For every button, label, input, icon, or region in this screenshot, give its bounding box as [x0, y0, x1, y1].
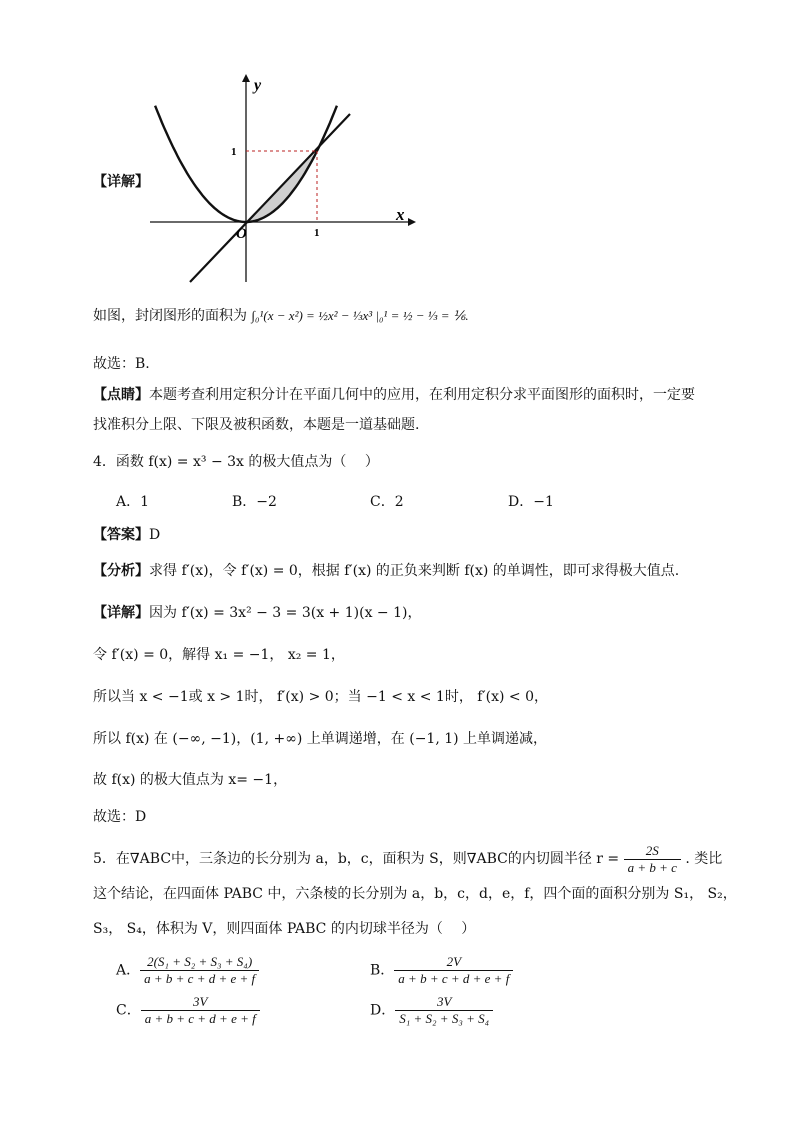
analysis-line: [93, 561, 679, 581]
answer-tag: 【答案】: [93, 527, 149, 543]
comment-tag: 【点睛】: [93, 387, 149, 403]
tick-y-label: 1: [231, 146, 237, 158]
comment-line-2: 找准积分上限、下限及被积函数，本题是一道基础题.: [93, 417, 420, 433]
inradius-fraction: $\frac{2S}{a + b + c}$: [624, 843, 681, 876]
q4-option-a: A．1: [116, 494, 150, 510]
function-graph: [140, 70, 430, 285]
detail-line-1: [93, 603, 421, 623]
q5-option-d: D． $\frac{3V}{\text{S₁ + S₂ + S₃ + S₄}}$: [370, 994, 493, 1027]
detail-tag-1: 【详解】: [93, 174, 149, 190]
q5-text-1-post: . 类比: [685, 851, 723, 867]
q4-option-b: B．−2: [232, 494, 277, 510]
choice-b-line: 故选：B.: [93, 356, 150, 372]
analysis-text: 求得 f′(x)，令 f′(x) = 0，根据 f′(x) 的正负来判断 f(x) 的单调性，即可求得极大值点.: [149, 563, 680, 579]
q5-option-b: B． $\frac{2V}{a + b + c + d + e + f}$: [370, 954, 513, 987]
question-4: 4．函数 f(x) = x³ − 3x 的极大值点为（ ）: [93, 454, 379, 470]
y-axis-label: y: [254, 77, 262, 94]
origin-label: O: [236, 226, 247, 242]
q5-text-1: 5．在∇ABC中，三条边的长分别为 a，b，c，面积为 S，则∇ABC的内切圆半径 r =: [93, 851, 620, 867]
line-y-equals-x: [190, 114, 350, 282]
q4-option-d: D．−1: [508, 494, 554, 510]
detail-line-5: 故 f(x) 的极大值点为 x= −1，: [93, 772, 288, 788]
detail-line-3: 所以当 x < −1或 x > 1时， f′(x) > 0；当 −1 < x < 1时， f′(x) < 0，: [93, 689, 548, 705]
detail-line-4: 所以 f(x) 在 (−∞, −1)，(1, +∞) 上单调递增，在 (−1, 1) 上单调递减，: [93, 731, 548, 747]
x-axis-arrow: [408, 218, 416, 226]
choice-d-line: 故选：D: [93, 809, 147, 825]
comment-text-1: 本题考查利用定积分计在平面几何中的应用，在利用定积分求平面图形的面积时，一定要: [149, 387, 695, 403]
q5-option-a: A． $\frac{\text{2(S₁ + S₂ + S₃ + S₄)}}{a + b + c + d + e + f}$: [116, 954, 259, 987]
question-5-line-3: S₃， S₄，体积为 V，则四面体 PABC 的内切球半径为（ ）: [93, 921, 476, 937]
analysis-tag: 【分析】: [93, 563, 149, 579]
y-axis-arrow: [242, 74, 250, 82]
x-axis-label: x: [396, 205, 405, 224]
detail-tag-2: 【详解】: [93, 605, 149, 621]
q5-option-c: C． $\frac{3V}{a + b + c + d + e + f}$: [116, 994, 260, 1027]
area-line: [93, 306, 469, 326]
q4-option-c: C．2: [370, 494, 404, 510]
detail-line-2: 令 f′(x) = 0，解得 x₁ = −1， x₂ = 1，: [93, 647, 345, 663]
tick-x-label: 1: [314, 227, 320, 239]
area-expression: ∫₀¹(x − x²) = ½x² − ⅓x³ |₀¹ = ½ − ⅓ = ⅙.: [251, 308, 469, 323]
comment-line-1: [93, 385, 695, 405]
answer-value: D: [149, 527, 161, 543]
answer-line: [93, 525, 160, 545]
area-text: 如图，封闭图形的面积为: [93, 308, 247, 324]
question-5-line-1: [93, 842, 722, 876]
question-5-line-2: 这个结论，在四面体 PABC 中，六条棱的长分别为 a，b，c，d，e，f，四个面的面积分别为 S₁， S₂，: [93, 886, 737, 902]
detail-text-1: 因为 f′(x) = 3x² − 3 = 3(x + 1)(x − 1)，: [149, 605, 422, 621]
